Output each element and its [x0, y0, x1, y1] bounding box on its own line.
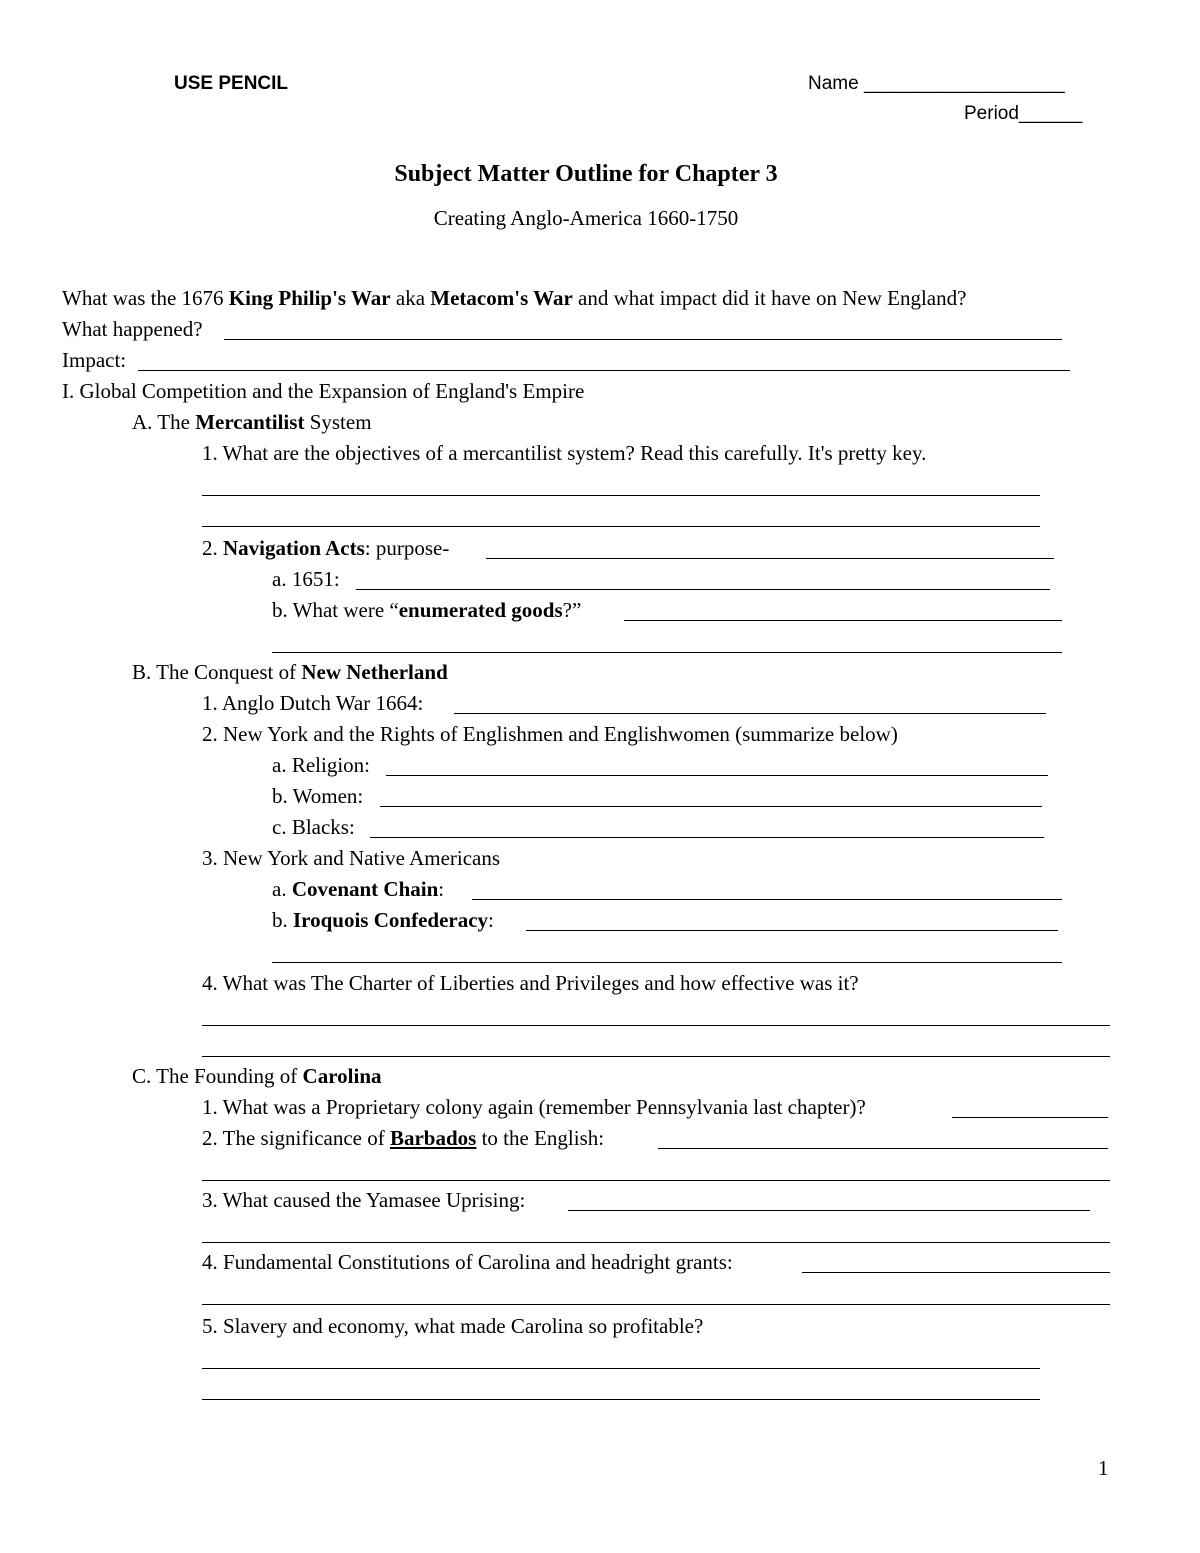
section-heading-global-competition: I. Global Competition and the Expansion of England's Empire: [62, 379, 585, 403]
answer-line[interactable]: [202, 1180, 1110, 1181]
subsection-carolina: C. The Founding of Carolina: [132, 1064, 382, 1088]
answer-line[interactable]: [202, 495, 1040, 496]
impact-answer-line[interactable]: [138, 370, 1070, 371]
women-answer-line[interactable]: [380, 806, 1042, 807]
answer-line[interactable]: [202, 1399, 1040, 1400]
blacks-answer-line[interactable]: [370, 837, 1044, 838]
page-title: Subject Matter Outline for Chapter 3: [394, 161, 778, 187]
yamasee-uprising-answer-line[interactable]: [568, 1210, 1090, 1211]
proprietary-colony-answer-line[interactable]: [952, 1117, 1108, 1118]
answer-line[interactable]: [202, 526, 1040, 527]
answer-line[interactable]: [202, 1056, 1110, 1057]
question-navigation-acts: 2. Navigation Acts: purpose-: [202, 536, 450, 560]
name-field: Name ___________________: [808, 73, 1065, 94]
question-1651: a. 1651:: [272, 567, 340, 591]
subsection-mercantilist: A. The Mercantilist System: [132, 410, 372, 434]
iroquois-confederacy-answer-line[interactable]: [526, 930, 1058, 931]
religion-answer-line[interactable]: [386, 775, 1048, 776]
question-iroquois-confederacy: b. Iroquois Confederacy:: [272, 908, 494, 932]
question-yamasee-uprising: 3. What caused the Yamasee Uprising:: [202, 1188, 526, 1212]
question-charter-of-liberties: 4. What was The Charter of Liberties and Privileges and how effective was it?: [202, 971, 859, 995]
question-women: b. Women:: [272, 784, 364, 808]
page-number: 1: [1098, 1456, 1109, 1480]
question-blacks: c. Blacks:: [272, 815, 355, 839]
answer-1651-line[interactable]: [356, 589, 1050, 590]
page-subtitle: Creating Anglo-America 1660-1750: [433, 206, 739, 230]
answer-line[interactable]: [202, 1368, 1040, 1369]
question-proprietary-colony: 1. What was a Proprietary colony again (remember Pennsylvania last chapter)?: [202, 1095, 866, 1119]
fundamental-constitutions-answer-line[interactable]: [802, 1272, 1110, 1273]
covenant-chain-answer-line[interactable]: [472, 899, 1062, 900]
barbados-answer-line[interactable]: [658, 1148, 1108, 1149]
period-field: Period______: [964, 103, 1083, 124]
question-slavery-economy: 5. Slavery and economy, what made Carolina so profitable?: [202, 1314, 704, 1338]
enumerated-goods-answer-line[interactable]: [624, 620, 1062, 621]
answer-line[interactable]: [272, 962, 1062, 963]
question-mercantilist-objectives: 1. What are the objectives of a mercantilist system? Read this carefully. It's pretty key.: [202, 441, 927, 465]
anglo-dutch-war-answer-line[interactable]: [454, 713, 1046, 714]
answer-line[interactable]: [272, 652, 1062, 653]
subsection-new-netherland: B. The Conquest of New Netherland: [132, 660, 448, 684]
navigation-acts-answer-line[interactable]: [486, 558, 1054, 559]
impact-label: Impact:: [62, 348, 127, 372]
question-native-americans: 3. New York and Native Americans: [202, 846, 501, 870]
question-rights-of-englishmen: 2. New York and the Rights of Englishmen and Englishwomen (summarize below): [202, 722, 898, 746]
intro-question: What was the 1676 King Philip's War aka Metacom's War and what impact did it have on New England?: [62, 286, 967, 310]
question-covenant-chain: a. Covenant Chain:: [272, 877, 445, 901]
what-happened-answer-line[interactable]: [224, 339, 1062, 340]
answer-line[interactable]: [202, 1025, 1110, 1026]
answer-line[interactable]: [202, 1242, 1110, 1243]
question-enumerated-goods: b. What were “enumerated goods?”: [272, 598, 582, 622]
question-anglo-dutch-war: 1. Anglo Dutch War 1664:: [202, 691, 424, 715]
use-pencil-note: USE PENCIL: [174, 73, 289, 94]
question-religion: a. Religion:: [272, 753, 370, 777]
what-happened-label: What happened?: [62, 317, 203, 341]
answer-line[interactable]: [202, 1304, 1110, 1305]
question-barbados: 2. The significance of Barbados to the English:: [202, 1126, 605, 1150]
question-fundamental-constitutions: 4. Fundamental Constitutions of Carolina and headright grants:: [202, 1250, 733, 1274]
